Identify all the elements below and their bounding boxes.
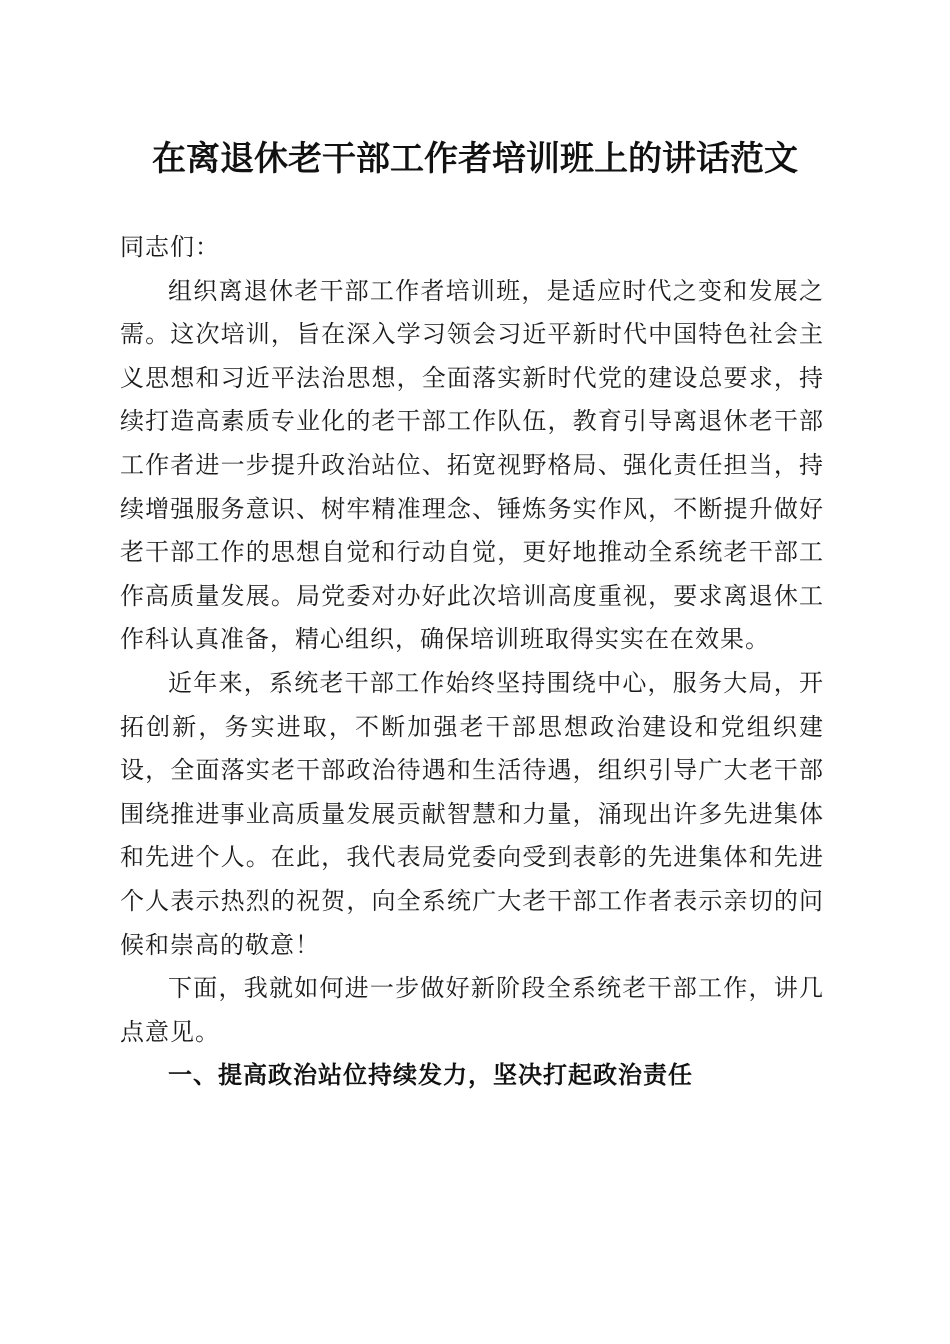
salutation: 同志们： [120, 233, 220, 261]
paragraph-achievements: 近年来，系统老干部工作始终坚持围绕中心，服务大局，开拓创新，务实进取，不断加强老干部思想政治建设和党组织建设，全面落实老干部政治待遇和生活待遇，组织引导广大老干部围绕推进事业高质量发展贡献智慧和力量，涌现出许多先进集体和先进个人。在此，我代表局党委向受到表彰的先进集体和先进个人表示热烈的祝贺，向全系统广大老干部工作者表示亲切的问候和崇高的敬意！ [120, 668, 824, 959]
document-body [120, 226, 824, 1098]
section-heading-1: 一、提高政治站位持续发力，坚决打起政治责任 [168, 1061, 693, 1090]
document-title: 在离退休老干部工作者培训班上的讲话范文 [152, 139, 798, 179]
paragraph-transition: 下面，我就如何进一步做好新阶段全系统老干部工作，讲几点意见。 [120, 974, 824, 1046]
paragraph-intro: 组织离退休老干部工作者培训班，是适应时代之变和发展之需。这次培训，旨在深入学习领会习近平新时代中国特色社会主义思想和习近平法治思想，全面落实新时代党的建设总要求，持续打造高素质专业化的老干部工作队伍，教育引导离退休老干部工作者进一步提升政治站位、拓宽视野格局、强化责任担当，持续增强服务意识、树牢精准理念、锤炼务实作风，不断提升做好老干部工作的思想自觉和行动自觉，更好地推动全系统老干部工作高质量发展。局党委对办好此次培训高度重视，要求离退休工作科认真准备，精心组织，确保培训班取得实实在在效果。 [120, 276, 824, 654]
